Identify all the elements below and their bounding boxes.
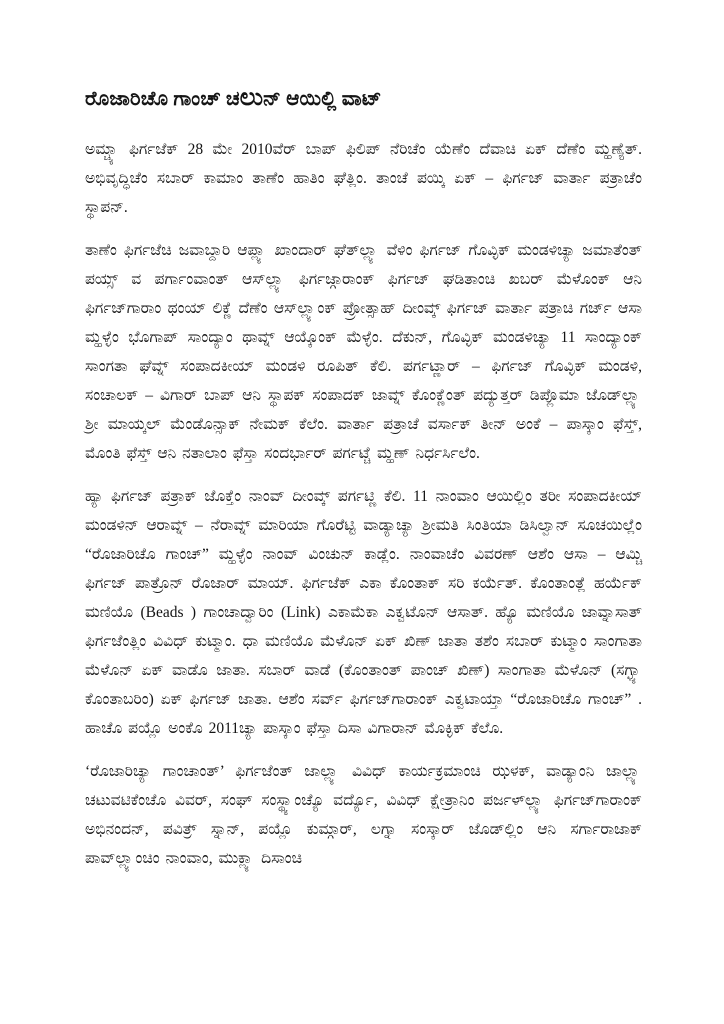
page-title-prefix: ರೊಜಾರಿಚೊ ಗಾಂಚ್ ಚ	[85, 88, 240, 110]
paragraph-contents: ‘ರೊಜಾರಿಚ್ಯಾ ಗಾಂಚಾಂತ್’ ಫಿರ್ಗಜೆಂತ್ ಜಾಲ್ಲ್ಯಾ ವಿವಿಧ್ ಕಾರ್ಯಕ್ರಮಾಂಚಿ ಝಳಕ್, ವಾಡ್ಯಾಂನಿ ಜಾಲ್ಲ್ಯಾ ಚಟುವಟಿಕೆಂಚೊ ವಿವರ್, ಸಂಘ್ ಸಂಸ್ಥ್ಯಾಂಚ್ಯೊ ವರ್ದ್ಯೊ, ವಿವಿಧ್ ಕ್ಷೇತ್ರಾನಿಂ ಪರ್ಜಳ್‌ಲ್ಲ್ಯಾ ಫಿರ್ಗಜ್‌ಗಾರಾಂಕ್ ಅಭಿನಂದನ್, ಪವಿತ್ರ್ ಸ್ನಾನ್, ಪಯ್ಲೊ ಕುಮ್ಗಾರ್, ಲಗ್ನಾ ಸಂಸ್ಕಾರ್ ಜೊಡ್‌ಲ್ಲಿಂ ಆನಿ ಸರ್ಗಾರಾಜಾಕ್ ಪಾವ್‌ಲ್ಲ್ಯಾಂಚಿಂ ನಾಂವಾಂ, ಮುಕ್ಲ್ಯಾ ದಿಸಾಂಚಿ	[85, 763, 642, 867]
page-title-substituted-glyph: ಲು	[239, 84, 264, 111]
paragraph-intro: ಅಮ್ಚ್ಯಾ ಫಿರ್ಗಜೆಕ್ 28 ಮೇ 2010ವೆರ್ ಬಾಪ್ ಫಿಲಿಪ್ ನೆರಿಚೆಂ ಯೆಣೆಂ ದೆವಾಚಿ ಏಕ್ ದೆಣೆಂ ಮ್ಹಣ್ಯೆತ್. ಅಭಿವೃದ್ಧಿಚೆಂ ಸಬಾರ್ ಕಾಮಾಂ ತಾಣೆಂ ಹಾತಿಂ ಘೆತ್ಲಿಂ. ತಾಂಚೆ ಪಯ್ಕಿ ಏಕ್ – ಫಿರ್ಗಜ್ ವಾರ್ತಾ ಪತ್ರಾಚೆಂ ಸ್ಥಾಪನ್.	[85, 141, 642, 216]
page-title	[85, 84, 642, 113]
paragraph-naming: ಹ್ಯಾ ಫಿರ್ಗಜ್ ಪತ್ರಾಕ್ ಜೊಕ್ತೆಂ ನಾಂವ್ ದೀಂವ್ಕ್ ಪರ್ಗಟ್ಣಿ ಕೆಲಿ. 11 ನಾಂವಾಂ ಆಯಿಲ್ಲಿಂ ತರೀ ಸಂಪಾದಕೀಯ್ ಮಂಡಳಿನ್ ಆರಾವ್ನ್ – ನೆರಾವ್ನ್ ಮಾರಿಯಾ ಗೊರೆಟ್ಟಿ ವಾಡ್ಯಾಚ್ಯಾ ಶ್ರೀಮತಿ ಸಿಂತಿಯಾ ಡಿಸಿಲ್ವಾನ್ ಸೂಚಯಿಲ್ಲೆಂ “ರೊಜಾರಿಚೊ ಗಾಂಚ್” ಮ್ಹಳ್ಳೆಂ ನಾಂವ್ ವಿಂಚುನ್ ಕಾಡ್ಲೆಂ. ನಾಂವಾಚೆಂ ವಿವರಣ್ ಆಶೆಂ ಆಸಾ – ಆಮ್ಚಿ ಫಿರ್ಗಜ್ ಪಾತ್ರೊನ್ ರೊಜಾರ್ ಮಾಯ್. ಫಿರ್ಗಜೆಕ್ ಎಕಾ ಕೊಂತಾಕ್ ಸರಿ ಕರ್ಯೆತ್. ಕೊಂತಾಂತ್ಲೆ ಹರ್ಯೆಕ್ ಮಣಿಯೊ (Beads ) ಗಾಂಚಾದ್ವಾರಿಂ (Link) ಎಕಾಮೆಕಾ ಎಕ್ವಟೊನ್ ಆಸಾತ್. ಹ್ಯೊ ಮಣಿಯೊ ಜಾವ್ನಾಸಾತ್ ಫಿರ್ಗಜೆಂತ್ಲಿಂ ವಿವಿಧ್ ಕುಟ್ಮಾಂ. ಧಾ ಮಣಿಯೊ ಮೆಳೊನ್ ಏಕ್ ಖಿಣ್ ಜಾತಾ ತಶೆಂ ಸಬಾರ್ ಕುಟ್ಮಾಂ ಸಾಂಗಾತಾ ಮೆಳೊನ್ ಏಕ್ ವಾಡೊ ಜಾತಾ. ಸಬಾರ್ ವಾಡೆ (ಕೊಂತಾಂತ್ ಪಾಂಚ್ ಖಿಣ್) ಸಾಂಗಾತಾ ಮೆಳೊನ್ (ಸಗ್ಳ್ಯಾ ಕೊಂತಾಬರಿಂ) ಏಕ್ ಫಿರ್ಗಜ್ ಜಾತಾ. ಆಶೆಂ ಸರ್ವ್ ಫಿರ್ಗಜ್‌ಗಾರಾಂಕ್ ಎಕ್ವಟಾಯ್ತಾ “ರೊಜಾರಿಚೊ ಗಾಂಚ್” . ಹಾಚೊ ಪಯ್ಲೊ ಅಂಕೊ 2011ಚ್ಯಾ ಪಾಸ್ಕಾಂ ಫೆಸ್ತಾ ದಿಸಾ ವಿಗಾರಾನ್ ಮೊಕ್ಳಿಕ್ ಕೆಲೊ.	[85, 488, 642, 737]
paragraph-editorial-board: ತಾಣೆಂ ಫಿರ್ಗಜೆಚಿ ಜವಾಬ್ದಾರಿ ಆಪ್ಲ್ಯಾ ಖಾಂದಾರ್ ಘೆತ್‌ಲ್ಲ್ಯಾ ವೆಳಿಂ ಫಿರ್ಗಜ್ ಗೊವ್ಳಿಕ್ ಮಂಡಳಿಚ್ಯಾ ಜಮಾತೆಂತ್ ಪಯ್ಸ್ ವ ಪರ್ಗಾಂವಾಂತ್ ಆಸ್‌ಲ್ಲ್ಯಾ ಫಿರ್ಗಜ್ಗಾರಾಂಕ್ ಫಿರ್ಗಜ್ ಘಡಿತಾಂಚಿ ಖಬರ್ ಮೆಳೊಂಕ್ ಆನಿ ಫಿರ್ಗಜ್‌ಗಾರಾಂ ಥಂಯ್ ಲಿಕ್ಣೆ ದೆಣೆಂ ಆಸ್‌ಲ್ಲ್ಯಾಂಕ್ ಪ್ರೋತ್ಸಾಹ್ ದೀಂವ್ಕ್ ಫಿರ್ಗಜ್ ವಾರ್ತಾ ಪತ್ರಾಚಿ ಗರ್ಜ್ ಆಸಾ ಮ್ಹಳ್ಳೆಂ ಭೊಗಾಪ್ ಸಾಂದ್ಯಾಂ ಥಾವ್ನ್ ಆಯ್ಕೊಂಕ್ ಮೆಳ್ಳೆಂ. ದೆಕುನ್, ಗೊವ್ಳಿಕ್ ಮಂಡಳಿಚ್ಯಾ 11 ಸಾಂದ್ಯಾಂಕ್ ಸಾಂಗತಾ ಘೆವ್ನ್ ಸಂಪಾದಕೀಯ್ ಮಂಡಳಿ ರೂಪಿತ್ ಕೆಲಿ. ಪರ್ಗಟ್ಣಾರ್ – ಫಿರ್ಗಜ್ ಗೊವ್ಳಿಕ್ ಮಂಡಳಿ, ಸಂಚಾಲಕ್ – ವಿಗಾರ್ ಬಾಪ್ ಆನಿ ಸ್ಥಾಪಕ್ ಸಂಪಾದಕ್ ಜಾವ್ನ್ ಕೊಂಕ್ಣೆಂತ್ ಪದ್ಯುತ್ತರ್ ಡಿಪ್ಲೊಮಾ ಜೊಡ್‌ಲ್ಲ್ಯಾ ಶ್ರೀ ಮಾಯ್ಕಲ್ ಮೆಂಡೊನ್ಸಾಕ್ ನೇಮಕ್ ಕೆಲೆಂ. ವಾರ್ತಾ ಪತ್ರಾಚೆ ವರ್ಸಾಕ್ ತೀನ್ ಅಂಕೆ – ಪಾಸ್ಕಾಂ ಫೆಸ್ತ್, ಮೊಂತಿ ಫೆಸ್ತ್ ಆನಿ ನತಾಲಾಂ ಫೆಸ್ತಾ ಸಂದರ್ಭಾರ್ ಪರ್ಗಟ್ಚೆ ಮ್ಹಣ್ ನಿರ್ಧರ್ಸಿಲೆಂ.	[85, 242, 642, 462]
page-title-suffix: ನ್ ಆಯಿಲ್ಲಿ ವಾಟ್	[263, 88, 382, 110]
